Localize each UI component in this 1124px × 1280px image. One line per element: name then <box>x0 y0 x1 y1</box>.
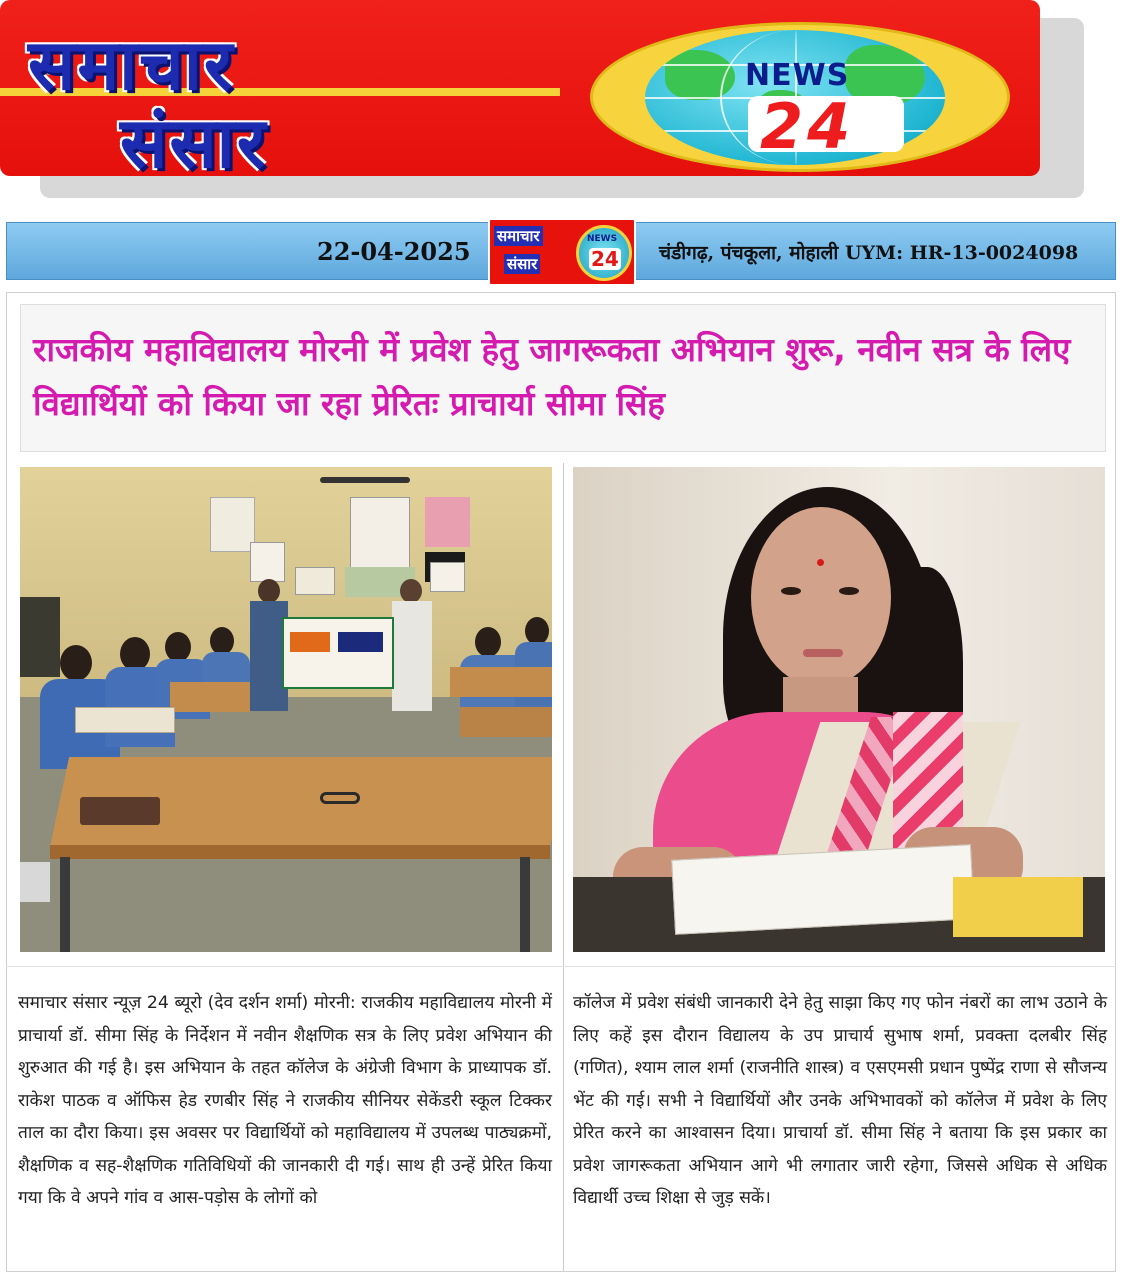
principal-photo <box>573 467 1105 952</box>
mini-globe-icon <box>576 225 632 281</box>
article-body-right: कॉलेज में प्रवेश संबंधी जानकारी देने हेतु साझा किए गए फोन नंबरों का लाभ उठाने के लिए कहें इस दौरान विद्यालय के उप प्राचार्य सुभाष शर्मा, प्रवक्ता दलबीर सिंह (गणित), श्याम लाल शर्मा (राजनीति शास्त्र) व एसएमसी प्रधान पुष्पेंद्र राणा से सौजन्य भेंट की गई। सभी ने विद्यार्थियों और उनके अभिभावकों को कॉलेज में प्रवेश के लिए प्रेरित करने का आश्वासन दिया। प्राचार्या डॉ. सीमा सिंह ने बताया कि इस प्रकार का प्रवेश जागरूकता अभियान आगे भी लगातार जारी रहेगा, जिससे अधिक से अधिक विद्यार्थी उच्च शिक्षा से जुड़ सकें। <box>573 993 1107 1208</box>
location-registration: चंडीगढ़, पंचकूला, मोहाली UYM: HR-13-0024098 <box>659 242 1079 264</box>
masthead-title-line2: संसार <box>120 102 268 176</box>
mini-logo-news: NEWS <box>587 234 618 244</box>
article-headline: राजकीय महाविद्यालय मोरनी में प्रवेश हेतु जागरूकता अभियान शुरू, नवीन सत्र के लिए विद्यार्थियों को किया जा रहा प्रेरितः प्राचार्या सीमा सिंह <box>33 330 1071 423</box>
mini-logo-line1: समाचार <box>494 226 543 246</box>
photo-divider <box>563 463 564 1271</box>
mini-logo-line2: संसार <box>504 254 540 274</box>
classroom-photo <box>20 467 552 952</box>
mini-logo <box>488 218 636 286</box>
news-label: NEWS <box>745 58 850 93</box>
masthead-title-line1: समाचार <box>28 24 235 106</box>
news-number: 24 <box>760 90 855 163</box>
publication-date: 22-04-2025 <box>317 237 471 266</box>
headline-box <box>20 304 1106 452</box>
article-body-left: समाचार संसार न्यूज़ 24 ब्यूरो (देव दर्शन शर्मा) मोरनी: राजकीय महाविद्यालय मोरनी में प्राचार्या डॉ. सीमा सिंह के निर्देशन में नवीन शैक्षणिक सत्र के लिए प्रवेश अभियान की शुरुआत की गई है। इस अभियान के तहत कॉलेज के अंग्रेजी विभाग के प्राध्यापक डॉ. राकेश पाठक व ऑफिस हेड रणबीर सिंह ने राजकीय सीनियर सेकेंडरी स्कूल टिक्कर ताल का दौरा किया। इस अवसर पर विद्यार्थियों को महाविद्यालय में उपलब्ध पाठ्यक्रमों, शैक्षणिक व सह-शैक्षणिक गतिविधियों की जानकारी दी गई। साथ ही उन्हें प्रेरित किया गया कि वे अपने गांव व आस-पड़ोस के लोगों को <box>18 993 552 1208</box>
mini-logo-number: 24 <box>591 247 619 271</box>
photo-text-separator <box>6 966 1116 967</box>
